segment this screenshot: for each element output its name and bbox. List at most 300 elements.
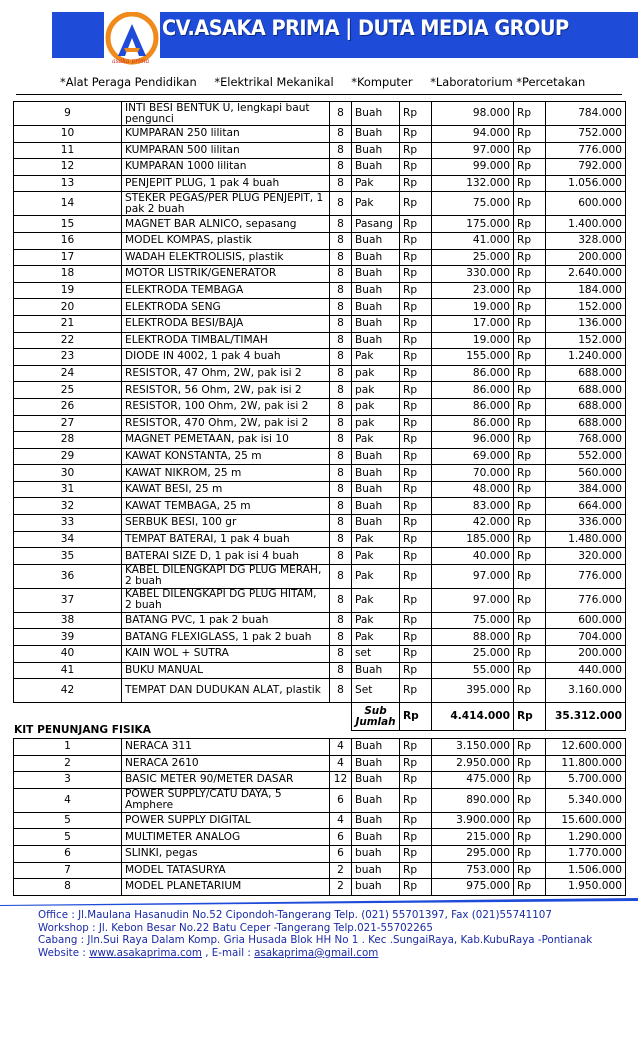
item-unit: Buah xyxy=(352,829,400,846)
letterhead xyxy=(0,0,638,70)
currency-label: Rp xyxy=(514,349,546,366)
item-description: MODEL TATASURYA xyxy=(122,862,330,879)
line-total: 1.240.000 xyxy=(546,349,626,366)
table-row xyxy=(14,315,626,332)
item-quantity: 8 xyxy=(330,662,352,679)
item-quantity: 8 xyxy=(330,515,352,532)
item-number: 19 xyxy=(14,282,122,299)
currency-label: Rp xyxy=(514,662,546,679)
currency-label: Rp xyxy=(400,332,432,349)
item-number: 28 xyxy=(14,432,122,449)
currency-label: Rp xyxy=(514,588,546,612)
item-number: 25 xyxy=(14,382,122,399)
currency-label: Rp xyxy=(400,175,432,192)
currency-label: Rp xyxy=(400,448,432,465)
currency-label: Rp xyxy=(400,588,432,612)
item-quantity: 12 xyxy=(330,772,352,789)
item-number: 20 xyxy=(14,299,122,316)
line-total: 688.000 xyxy=(546,398,626,415)
item-number: 27 xyxy=(14,415,122,432)
currency-label: Rp xyxy=(514,646,546,663)
item-quantity: 8 xyxy=(330,102,352,126)
item-unit: buah xyxy=(352,879,400,896)
table-row xyxy=(14,349,626,366)
unit-price: 40.000 xyxy=(432,548,514,565)
currency-label: Rp xyxy=(514,126,546,143)
tagline-item: *Laboratorium *Percetakan xyxy=(430,75,586,89)
currency-label: Rp xyxy=(514,175,546,192)
item-quantity: 8 xyxy=(330,142,352,159)
item-number: 5 xyxy=(14,812,122,829)
item-unit: Pak xyxy=(352,432,400,449)
item-quantity: 8 xyxy=(330,249,352,266)
item-description: MULTIMETER ANALOG xyxy=(122,829,330,846)
item-quantity: 8 xyxy=(330,282,352,299)
unit-price: 2.950.000 xyxy=(432,755,514,772)
item-quantity: 8 xyxy=(330,299,352,316)
item-description: KABEL DILENGKAPI DG PLUG HITAM, 2 buah xyxy=(122,588,330,612)
item-quantity: 6 xyxy=(330,845,352,862)
unit-price: 3.150.000 xyxy=(432,739,514,756)
unit-price: 83.000 xyxy=(432,498,514,515)
footer-cabang: Cabang : Jln.Sui Raya Dalam Komp. Gria Husada Blok HH No 1 . Kec .SungaiRaya, Kab.KubuRaya -Pontianak xyxy=(38,934,593,947)
item-unit: Buah xyxy=(352,142,400,159)
currency-label: Rp xyxy=(514,629,546,646)
unit-price: 19.000 xyxy=(432,332,514,349)
unit-price: 475.000 xyxy=(432,772,514,789)
item-description: KAWAT TEMBAGA, 25 m xyxy=(122,498,330,515)
item-number: 41 xyxy=(14,662,122,679)
currency-label: Rp xyxy=(514,879,546,896)
table-row xyxy=(14,175,626,192)
unit-price: 48.000 xyxy=(432,481,514,498)
item-description: MODEL KOMPAS, plastik xyxy=(122,232,330,249)
table-row xyxy=(14,612,626,629)
item-number: 22 xyxy=(14,332,122,349)
item-description: MAGNET BAR ALNICO, sepasang xyxy=(122,216,330,233)
unit-price: 295.000 xyxy=(432,845,514,862)
currency-label: Rp xyxy=(400,788,432,812)
item-quantity: 8 xyxy=(330,175,352,192)
footer xyxy=(38,909,592,959)
currency-label: Rp xyxy=(514,498,546,515)
table-row xyxy=(14,679,626,703)
item-number: 40 xyxy=(14,646,122,663)
table-row xyxy=(14,282,626,299)
currency-label: Rp xyxy=(400,739,432,756)
currency-label: Rp xyxy=(400,772,432,789)
unit-price: 99.000 xyxy=(432,159,514,176)
item-description: KAWAT NIKROM, 25 m xyxy=(122,465,330,482)
item-description: SLINKI, pegas xyxy=(122,845,330,862)
line-total: 1.480.000 xyxy=(546,531,626,548)
item-quantity: 8 xyxy=(330,159,352,176)
line-total: 1.290.000 xyxy=(546,829,626,846)
currency-label: Rp xyxy=(400,315,432,332)
item-description: SERBUK BESI, 100 gr xyxy=(122,515,330,532)
unit-price: 215.000 xyxy=(432,829,514,846)
table-row xyxy=(14,465,626,482)
email-label: , E-mail : xyxy=(201,946,255,959)
unit-price: 94.000 xyxy=(432,126,514,143)
currency-label: Rp xyxy=(400,282,432,299)
item-number: 11 xyxy=(14,142,122,159)
line-total: 688.000 xyxy=(546,365,626,382)
currency-label: Rp xyxy=(514,332,546,349)
table-row xyxy=(14,629,626,646)
table-row xyxy=(14,548,626,565)
item-unit: Buah xyxy=(352,249,400,266)
footer-office: Office : Jl.Maulana Hasanudin No.52 Cipondoh-Tangerang Telp. (021) 55701397, Fax (021)55741107 xyxy=(38,909,552,921)
line-total: 768.000 xyxy=(546,432,626,449)
currency-label: Rp xyxy=(514,679,546,703)
item-description: MAGNET PEMETAAN, pak isi 10 xyxy=(122,432,330,449)
table-row xyxy=(14,564,626,588)
line-total: 704.000 xyxy=(546,629,626,646)
subtotal-total: 35.312.000 xyxy=(546,703,626,731)
item-description: RESISTOR, 100 Ohm, 2W, pak isi 2 xyxy=(122,398,330,415)
item-unit: Buah xyxy=(352,755,400,772)
table-row xyxy=(14,398,626,415)
item-description: TEMPAT BATERAI, 1 pak 4 buah xyxy=(122,531,330,548)
table-row xyxy=(14,159,626,176)
item-unit: Buah xyxy=(352,788,400,812)
item-number: 10 xyxy=(14,126,122,143)
currency-label: Rp xyxy=(400,216,432,233)
table-row xyxy=(14,739,626,756)
currency-label: Rp xyxy=(400,812,432,829)
item-number: 23 xyxy=(14,349,122,366)
currency-label: Rp xyxy=(400,612,432,629)
line-total: 440.000 xyxy=(546,662,626,679)
currency-label: Rp xyxy=(514,365,546,382)
item-description: ELEKTRODA TEMBAGA xyxy=(122,282,330,299)
unit-price: 185.000 xyxy=(432,531,514,548)
item-unit: Buah xyxy=(352,772,400,789)
unit-price: 753.000 xyxy=(432,862,514,879)
currency-label: Rp xyxy=(400,679,432,703)
item-description: KAWAT BESI, 25 m xyxy=(122,481,330,498)
item-quantity: 8 xyxy=(330,232,352,249)
currency-label: Rp xyxy=(514,481,546,498)
item-quantity: 8 xyxy=(330,415,352,432)
item-unit: Pak xyxy=(352,629,400,646)
item-quantity: 8 xyxy=(330,432,352,449)
item-description: PENJEPIT PLUG, 1 pak 4 buah xyxy=(122,175,330,192)
item-unit: Buah xyxy=(352,481,400,498)
item-quantity: 8 xyxy=(330,531,352,548)
item-quantity: 8 xyxy=(330,332,352,349)
item-quantity: 8 xyxy=(330,646,352,663)
table-row xyxy=(14,432,626,449)
currency-label: Rp xyxy=(514,266,546,283)
item-unit: Buah xyxy=(352,126,400,143)
currency-label: Rp xyxy=(400,266,432,283)
currency-label: Rp xyxy=(514,812,546,829)
item-unit: Buah xyxy=(352,739,400,756)
currency-label: Rp xyxy=(514,159,546,176)
item-quantity: 8 xyxy=(330,498,352,515)
line-total: 688.000 xyxy=(546,382,626,399)
currency-label: Rp xyxy=(514,788,546,812)
subtotal-label-line1: Sub xyxy=(364,704,387,717)
item-description: POWER SUPPLY DIGITAL xyxy=(122,812,330,829)
item-description: BATERAI SIZE D, 1 pak isi 4 buah xyxy=(122,548,330,565)
currency-label: Rp xyxy=(400,299,432,316)
currency-label: Rp xyxy=(400,531,432,548)
table-row xyxy=(14,126,626,143)
table-row xyxy=(14,845,626,862)
item-number: 32 xyxy=(14,498,122,515)
item-unit: Pak xyxy=(352,192,400,216)
currency-label: Rp xyxy=(400,365,432,382)
unit-price: 86.000 xyxy=(432,382,514,399)
item-unit: set xyxy=(352,646,400,663)
unit-price: 330.000 xyxy=(432,266,514,283)
item-quantity: 8 xyxy=(330,349,352,366)
item-quantity: 2 xyxy=(330,862,352,879)
item-description: RESISTOR, 47 Ohm, 2W, pak isi 2 xyxy=(122,365,330,382)
unit-price: 395.000 xyxy=(432,679,514,703)
table-row xyxy=(14,216,626,233)
currency-label: Rp xyxy=(514,755,546,772)
line-total: 784.000 xyxy=(546,102,626,126)
currency-label: Rp xyxy=(514,192,546,216)
item-unit: pak xyxy=(352,382,400,399)
item-number: 1 xyxy=(14,739,122,756)
item-description: MOTOR LISTRIK/GENERATOR xyxy=(122,266,330,283)
line-total: 776.000 xyxy=(546,564,626,588)
currency-label: Rp xyxy=(514,845,546,862)
item-description: KUMPARAN 1000 lilitan xyxy=(122,159,330,176)
subtotal-label-line2: Jumlah xyxy=(355,715,396,728)
item-quantity: 8 xyxy=(330,126,352,143)
table-row xyxy=(14,232,626,249)
item-number: 2 xyxy=(14,755,122,772)
unit-price: 42.000 xyxy=(432,515,514,532)
item-quantity: 8 xyxy=(330,679,352,703)
currency-label: Rp xyxy=(400,845,432,862)
currency-label: Rp xyxy=(514,564,546,588)
line-total: 336.000 xyxy=(546,515,626,532)
line-total: 1.506.000 xyxy=(546,862,626,879)
item-number: 9 xyxy=(14,102,122,126)
item-number: 17 xyxy=(14,249,122,266)
item-number: 33 xyxy=(14,515,122,532)
currency-label: Rp xyxy=(514,515,546,532)
item-number: 24 xyxy=(14,365,122,382)
item-number: 15 xyxy=(14,216,122,233)
table-row xyxy=(14,481,626,498)
line-total: 1.056.000 xyxy=(546,175,626,192)
table-row xyxy=(14,812,626,829)
table-row xyxy=(14,588,626,612)
currency-label: Rp xyxy=(514,216,546,233)
line-total: 1.950.000 xyxy=(546,879,626,896)
currency-label: Rp xyxy=(400,703,432,731)
item-number: 12 xyxy=(14,159,122,176)
table-row xyxy=(14,415,626,432)
unit-price: 97.000 xyxy=(432,142,514,159)
currency-label: Rp xyxy=(400,629,432,646)
item-number: 5 xyxy=(14,829,122,846)
item-description: NERACA 2610 xyxy=(122,755,330,772)
section-title-kit-penunjang-fisika: KIT PENUNJANG FISIKA xyxy=(14,724,151,736)
item-number: 4 xyxy=(14,788,122,812)
line-total: 1.770.000 xyxy=(546,845,626,862)
line-total: 5.340.000 xyxy=(546,788,626,812)
item-description: POWER SUPPLY/CATU DAYA, 5 Amphere xyxy=(122,788,330,812)
currency-label: Rp xyxy=(514,829,546,846)
logo-subtext: asaka prima xyxy=(112,58,150,65)
currency-label: Rp xyxy=(514,282,546,299)
item-number: 14 xyxy=(14,192,122,216)
item-description: INTI BESI BENTUK U, lengkapi baut pengunci xyxy=(122,102,330,126)
unit-price: 75.000 xyxy=(432,192,514,216)
line-total: 12.600.000 xyxy=(546,739,626,756)
item-quantity: 4 xyxy=(330,739,352,756)
line-total: 200.000 xyxy=(546,249,626,266)
line-total: 5.700.000 xyxy=(546,772,626,789)
item-quantity: 8 xyxy=(330,382,352,399)
line-total: 688.000 xyxy=(546,415,626,432)
item-quantity: 2 xyxy=(330,879,352,896)
line-total: 1.400.000 xyxy=(546,216,626,233)
subtotal-label xyxy=(352,703,400,731)
unit-price: 17.000 xyxy=(432,315,514,332)
table-row xyxy=(14,788,626,812)
item-unit: Buah xyxy=(352,159,400,176)
item-description: WADAH ELEKTROLISIS, plastik xyxy=(122,249,330,266)
item-unit: Pasang xyxy=(352,216,400,233)
item-quantity: 4 xyxy=(330,812,352,829)
line-total: 792.000 xyxy=(546,159,626,176)
item-unit: Buah xyxy=(352,448,400,465)
currency-label: Rp xyxy=(400,126,432,143)
item-description: BASIC METER 90/METER DASAR xyxy=(122,772,330,789)
currency-label: Rp xyxy=(514,142,546,159)
item-description: ELEKTRODA SENG xyxy=(122,299,330,316)
unit-price: 3.900.000 xyxy=(432,812,514,829)
table-row xyxy=(14,515,626,532)
table-row xyxy=(14,102,626,126)
item-number: 31 xyxy=(14,481,122,498)
line-total: 136.000 xyxy=(546,315,626,332)
unit-price: 86.000 xyxy=(432,365,514,382)
currency-label: Rp xyxy=(400,662,432,679)
item-description: BUKU MANUAL xyxy=(122,662,330,679)
currency-label: Rp xyxy=(400,102,432,126)
currency-label: Rp xyxy=(400,548,432,565)
footer-contact xyxy=(38,947,592,960)
item-number: 6 xyxy=(14,845,122,862)
unit-price: 97.000 xyxy=(432,588,514,612)
currency-label: Rp xyxy=(514,548,546,565)
footer-workshop: Workshop : Jl. Kebon Besar No.22 Batu Ceper -Tangerang Telp.021-55702265 xyxy=(38,921,433,934)
unit-price: 25.000 xyxy=(432,646,514,663)
line-total: 11.800.000 xyxy=(546,755,626,772)
item-quantity: 8 xyxy=(330,266,352,283)
item-unit: Pak xyxy=(352,531,400,548)
item-number: 42 xyxy=(14,679,122,703)
item-unit: Pak xyxy=(352,612,400,629)
currency-label: Rp xyxy=(400,192,432,216)
unit-price: 88.000 xyxy=(432,629,514,646)
unit-price: 70.000 xyxy=(432,465,514,482)
line-total: 152.000 xyxy=(546,332,626,349)
item-number: 8 xyxy=(14,879,122,896)
line-total: 152.000 xyxy=(546,299,626,316)
currency-label: Rp xyxy=(514,739,546,756)
item-number: 13 xyxy=(14,175,122,192)
header-divider xyxy=(16,94,622,95)
email-link[interactable]: asakaprima@gmail.com xyxy=(254,946,379,959)
table-row xyxy=(14,755,626,772)
item-quantity: 8 xyxy=(330,365,352,382)
currency-label: Rp xyxy=(400,398,432,415)
unit-price: 25.000 xyxy=(432,249,514,266)
unit-price: 132.000 xyxy=(432,175,514,192)
item-description: ELEKTRODA TIMBAL/TIMAH xyxy=(122,332,330,349)
table-row xyxy=(14,332,626,349)
currency-label: Rp xyxy=(400,498,432,515)
item-quantity: 8 xyxy=(330,629,352,646)
table-row xyxy=(14,862,626,879)
currency-label: Rp xyxy=(514,612,546,629)
unit-price: 55.000 xyxy=(432,662,514,679)
item-number: 35 xyxy=(14,548,122,565)
item-number: 29 xyxy=(14,448,122,465)
table-row xyxy=(14,249,626,266)
item-description: DIODE IN 4002, 1 pak 4 buah xyxy=(122,349,330,366)
currency-label: Rp xyxy=(514,299,546,316)
item-unit: Buah xyxy=(352,315,400,332)
item-number: 3 xyxy=(14,772,122,789)
item-unit: Pak xyxy=(352,548,400,565)
currency-label: Rp xyxy=(400,879,432,896)
items-table-1 xyxy=(13,101,626,731)
currency-label: Rp xyxy=(514,232,546,249)
currency-label: Rp xyxy=(400,564,432,588)
table-row xyxy=(14,382,626,399)
item-quantity: 6 xyxy=(330,829,352,846)
table-row xyxy=(14,646,626,663)
item-number: 39 xyxy=(14,629,122,646)
unit-price: 98.000 xyxy=(432,102,514,126)
unit-price: 41.000 xyxy=(432,232,514,249)
item-unit: Buah xyxy=(352,299,400,316)
currency-label: Rp xyxy=(400,755,432,772)
currency-label: Rp xyxy=(400,829,432,846)
item-unit: Buah xyxy=(352,232,400,249)
tagline xyxy=(60,75,599,89)
item-number: 38 xyxy=(14,612,122,629)
item-unit: Buah xyxy=(352,266,400,283)
item-unit: pak xyxy=(352,415,400,432)
table-row xyxy=(14,531,626,548)
item-unit: buah xyxy=(352,862,400,879)
currency-label: Rp xyxy=(514,249,546,266)
item-quantity: 8 xyxy=(330,481,352,498)
item-description: KAWAT KONSTANTA, 25 m xyxy=(122,448,330,465)
item-number: 26 xyxy=(14,398,122,415)
unit-price: 86.000 xyxy=(432,415,514,432)
currency-label: Rp xyxy=(400,142,432,159)
currency-label: Rp xyxy=(514,102,546,126)
item-description: ELEKTRODA BESI/BAJA xyxy=(122,315,330,332)
website-link[interactable]: www.asakaprima.com xyxy=(89,946,202,959)
line-total: 2.640.000 xyxy=(546,266,626,283)
